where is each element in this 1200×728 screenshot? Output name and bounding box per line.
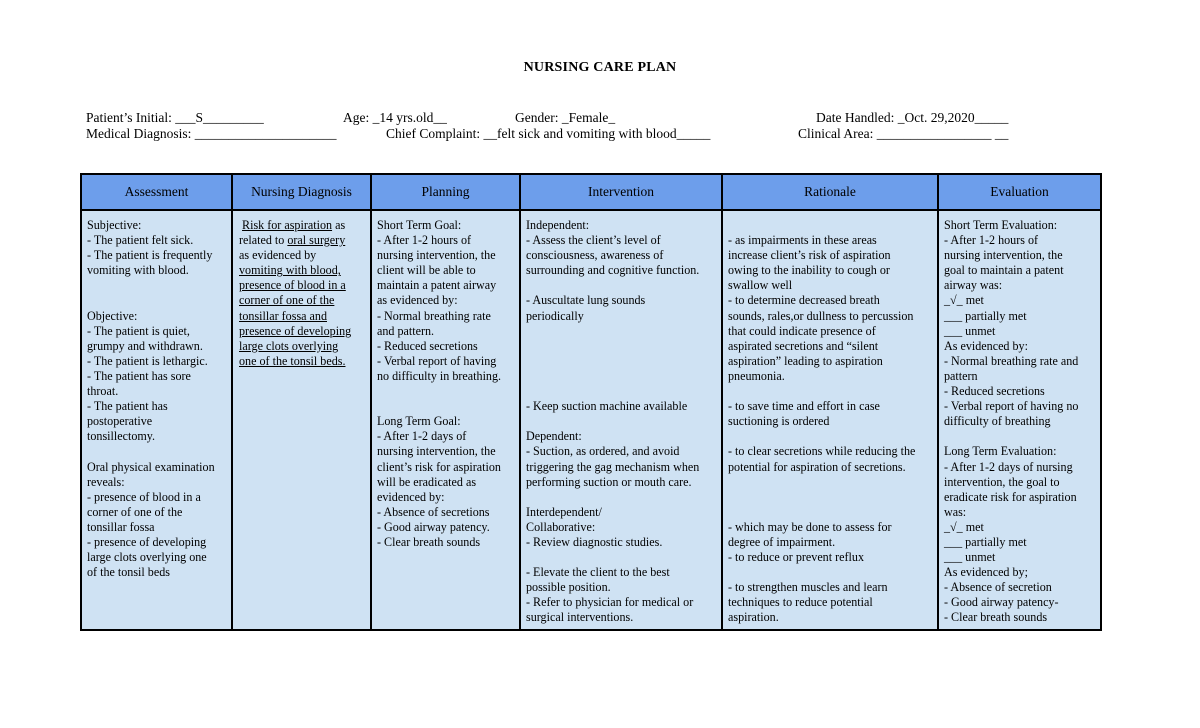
- clinical-area-field: [798, 126, 1008, 142]
- blank-line: [728, 490, 933, 505]
- cell-text-line: - After 1-2 days of: [377, 429, 467, 444]
- blank-line: [377, 399, 515, 414]
- assessment-cell: [81, 210, 232, 630]
- cell-text-line: nursing intervention, the: [944, 248, 1063, 263]
- cell-text-line: ___ partially met: [944, 308, 1027, 323]
- cell-text-line: Subjective:: [87, 218, 142, 232]
- blank-line: [377, 384, 515, 399]
- cell-text-line: airway was:: [944, 278, 1003, 293]
- patient-initial-field: [86, 110, 264, 126]
- cell-text-line: - The patient felt sick.: [87, 233, 194, 248]
- cell-text-line: - to strengthen muscles and learn: [728, 580, 888, 595]
- cell-text-line: - Verbal report of having no: [944, 399, 1079, 414]
- cell-text-line: ___ unmet: [944, 323, 996, 338]
- cell-text-line: evidenced by:: [377, 489, 445, 504]
- cell-text-line: owing to the inability to cough or: [728, 263, 890, 278]
- date-handled-label: Date Handled:: [816, 110, 898, 125]
- cell-text-line: - Good airway patency.: [377, 519, 490, 534]
- cell-text-line: suctioning is ordered: [728, 414, 830, 429]
- blank-line: [728, 429, 933, 444]
- diagnosis-line: one of the tonsil beds.: [239, 353, 346, 368]
- cell-text-line: - presence of blood in a: [87, 489, 201, 504]
- intervention-header: Intervention: [520, 174, 722, 210]
- rationale-header: Rationale: [722, 174, 938, 210]
- planning-cell: [371, 210, 520, 630]
- cell-text-line: nursing intervention, the: [377, 248, 496, 263]
- cell-text-line: Short Term Goal:: [377, 218, 462, 232]
- cell-text-line: degree of impairment.: [728, 534, 836, 549]
- blank-line: [526, 339, 717, 354]
- date-handled-value: _Oct. 29,2020_____: [897, 110, 1009, 125]
- cell-text-line: - Clear breath sounds: [377, 534, 481, 549]
- cell-text-line: Long Term Goal:: [377, 414, 461, 429]
- age-field: [343, 110, 447, 126]
- cell-text-line: - The patient is frequently: [87, 248, 213, 263]
- blank-line: [87, 293, 227, 308]
- cell-text-line: - The patient has: [87, 399, 168, 414]
- nursing-diagnosis-cell: [232, 210, 371, 630]
- cell-text-line: swallow well: [728, 278, 793, 293]
- blank-line: [526, 369, 717, 384]
- cell-text-line: pneumonia.: [728, 368, 785, 383]
- cell-text-line: reveals:: [87, 474, 125, 489]
- table-header-row: [81, 174, 1101, 210]
- cell-text-line: grumpy and withdrawn.: [87, 338, 203, 353]
- cell-text-line: - The patient is quiet,: [87, 323, 190, 338]
- cell-text-line: - The patient is lethargic.: [87, 353, 208, 368]
- cell-text-line: Collaborative:: [526, 519, 596, 534]
- cell-text-line: no difficulty in breathing.: [377, 368, 502, 383]
- cell-text-line: performing suction or mouth care.: [526, 474, 692, 489]
- blank-line: [728, 384, 933, 399]
- cell-text-line: tonsillectomy.: [87, 429, 156, 444]
- cell-text-line: of the tonsil beds: [87, 565, 170, 580]
- diagnosis-oral-surgery-text: oral surgery: [287, 233, 346, 248]
- gender-label: Gender:: [515, 110, 562, 125]
- cell-text-line: aspiration.: [728, 610, 779, 625]
- cell-text-line: vomiting with blood.: [87, 263, 189, 278]
- cell-text-line: ___ partially met: [944, 534, 1027, 549]
- cell-text-line: As evidenced by;: [944, 565, 1028, 580]
- evaluation-header: Evaluation: [938, 174, 1101, 210]
- assessment-header: Assessment: [81, 174, 232, 210]
- cell-text-line: Oral physical examination: [87, 459, 215, 474]
- cell-text-line: Dependent:: [526, 429, 582, 444]
- cell-text-line: - Elevate the client to the best: [526, 565, 670, 580]
- cell-text-line: - Normal breathing rate: [377, 308, 491, 323]
- blank-line: [526, 414, 717, 429]
- cell-text-line: surrounding and cognitive function.: [526, 263, 700, 278]
- cell-text-line: - as impairments in these areas: [728, 233, 877, 248]
- cell-text-line: - to save time and effort in case: [728, 399, 880, 414]
- cell-text-line: - presence of developing: [87, 534, 207, 549]
- blank-line: [728, 565, 933, 580]
- cell-text-line: - Good airway patency-: [944, 595, 1059, 610]
- blank-line: [526, 490, 717, 505]
- chief-complaint-value: __felt sick and vomiting with blood_____: [483, 126, 711, 141]
- cell-text-line: potential for aspiration of secretions.: [728, 459, 906, 474]
- cell-text-line: _√_ met: [944, 293, 984, 308]
- cell-text-line: goal to maintain a patent: [944, 263, 1064, 278]
- nursing-diagnosis-header: Nursing Diagnosis: [232, 174, 371, 210]
- age-label: Age:: [343, 110, 373, 125]
- cell-text-line: - Keep suction machine available: [526, 399, 688, 414]
- diagnosis-line: as evidenced by: [239, 248, 317, 263]
- blank-line: [526, 324, 717, 339]
- medical-diagnosis-value: _____________________: [194, 126, 337, 141]
- cell-text-line: large clots overlying one: [87, 550, 207, 565]
- blank-line: [526, 354, 717, 369]
- cell-text-line: - Assess the client’s level of: [526, 233, 661, 248]
- diagnosis-line: presence of blood in a: [239, 278, 346, 293]
- cell-text-line: tonsillar fossa: [87, 519, 155, 534]
- cell-text-line: client’s risk for aspiration: [377, 459, 501, 474]
- cell-text-line: will be eradicated as: [377, 474, 477, 489]
- cell-text-line: _√_ met: [944, 519, 984, 534]
- cell-text-line: - After 1-2 days of nursing: [944, 459, 1073, 474]
- gender-value: _Female_: [561, 110, 616, 125]
- cell-text-line: possible position.: [526, 580, 611, 595]
- cell-text-line: maintain a patent airway: [377, 278, 497, 293]
- cell-text-line: - Reduced secretions: [944, 384, 1045, 399]
- cell-text-line: - Absence of secretion: [944, 580, 1052, 595]
- chief-complaint-label: Chief Complaint:: [386, 126, 484, 141]
- cell-text-line: - Verbal report of having: [377, 353, 497, 368]
- cell-text-line: increase client’s risk of aspiration: [728, 248, 891, 263]
- clinical-area-value: _________________ __: [876, 126, 1009, 141]
- rationale-cell: [722, 210, 938, 630]
- clinical-area-label: Clinical Area:: [798, 126, 877, 141]
- blank-line: [944, 429, 1096, 444]
- cell-text-line: nursing intervention, the: [377, 444, 496, 459]
- cell-text-line: - to determine decreased breath: [728, 293, 880, 308]
- blank-line: [526, 278, 717, 293]
- blank-line: [87, 278, 227, 293]
- cell-text-line: postoperative: [87, 414, 153, 429]
- cell-text-line: - Reduced secretions: [377, 338, 478, 353]
- patient-initial-label: Patient’s Initial:: [86, 110, 176, 125]
- cell-text-line: - After 1-2 hours of: [944, 233, 1039, 248]
- cell-text-line: - to reduce or prevent reflux: [728, 550, 864, 565]
- chief-complaint-field: [386, 126, 710, 142]
- page-title: NURSING CARE PLAN: [523, 60, 677, 75]
- cell-text-line: corner of one of the: [87, 504, 183, 519]
- age-value: _14 yrs.old__: [372, 110, 447, 125]
- cell-text-line: difficulty of breathing: [944, 414, 1051, 429]
- cell-text-line: that could indicate presence of: [728, 323, 876, 338]
- cell-text-line: aspirated secretions and “silent: [728, 338, 879, 353]
- diagnosis-line: presence of developing: [239, 323, 352, 338]
- gender-field: [515, 110, 615, 126]
- cell-text-line: Short Term Evaluation:: [944, 218, 1058, 232]
- cell-text-line: as evidenced by:: [377, 293, 458, 308]
- cell-text-line: aspiration” leading to aspiration: [728, 353, 883, 368]
- blank-line: [728, 475, 933, 490]
- cell-text-line: Independent:: [526, 218, 590, 232]
- cell-text-line: sounds, rales,or dullness to percussion: [728, 308, 914, 323]
- diagnosis-line: related to oral surgery: [239, 233, 346, 248]
- cell-text-line: - Normal breathing rate and: [944, 353, 1079, 368]
- cell-text-line: surgical interventions.: [526, 610, 634, 625]
- cell-text-line: - The patient has sore: [87, 368, 191, 383]
- cell-text-line: - Review diagnostic studies.: [526, 534, 663, 549]
- medical-diagnosis-label: Medical Diagnosis:: [86, 126, 195, 141]
- diagnosis-line: vomiting with blood,: [239, 263, 341, 278]
- cell-text-line: consciousness, awareness of: [526, 248, 664, 263]
- cell-text-line: was:: [944, 504, 967, 519]
- cell-text-line: pattern: [944, 368, 978, 383]
- cell-text-line: client will be able to: [377, 263, 476, 278]
- cell-text-line: - After 1-2 hours of: [377, 233, 472, 248]
- planning-header: Planning: [371, 174, 520, 210]
- cell-text-line: techniques to reduce potential: [728, 595, 873, 610]
- blank-line: [526, 550, 717, 565]
- intervention-cell: [520, 210, 722, 630]
- diagnosis-line: tonsillar fossa and: [239, 308, 327, 323]
- diagnosis-risk-text: Risk for aspiration: [242, 218, 333, 232]
- blank-line: [728, 505, 933, 520]
- diagnosis-line: corner of one of the: [239, 293, 335, 308]
- cell-text-line: As evidenced by:: [944, 338, 1028, 353]
- table-row: [81, 210, 1101, 630]
- patient-initial-value: ___S_________: [175, 110, 264, 125]
- cell-text-line: - Refer to physician for medical or: [526, 595, 694, 610]
- medical-diagnosis-field: [86, 126, 336, 142]
- cell-text-line: and pattern.: [377, 323, 435, 338]
- care-plan-table: [80, 173, 1102, 631]
- cell-text-line: intervention, the goal to: [944, 474, 1060, 489]
- cell-text-line: - Clear breath sounds: [944, 610, 1048, 625]
- cell-text-line: eradicate risk for aspiration: [944, 489, 1077, 504]
- date-handled-field: [816, 110, 1008, 126]
- cell-text-line: Interdependent/: [526, 504, 602, 519]
- blank-line: [526, 384, 717, 399]
- blank-line: [728, 218, 933, 233]
- cell-text-line: ___ unmet: [944, 550, 996, 565]
- cell-text-line: Objective:: [87, 308, 138, 323]
- blank-line: [87, 444, 227, 459]
- cell-text-line: - Auscultate lung sounds: [526, 293, 646, 308]
- cell-text-line: - which may be done to assess for: [728, 519, 892, 534]
- cell-text-line: - to clear secretions while reducing the: [728, 444, 916, 459]
- cell-text-line: - Absence of secretions: [377, 504, 490, 519]
- cell-text-line: - Suction, as ordered, and avoid: [526, 444, 680, 459]
- diagnosis-line: large clots overlying: [239, 338, 339, 353]
- cell-text-line: Long Term Evaluation:: [944, 444, 1057, 459]
- evaluation-cell: [938, 210, 1101, 630]
- cell-text-line: throat.: [87, 384, 119, 399]
- diagnosis-line: Risk for aspiration as: [242, 218, 346, 232]
- cell-text-line: periodically: [526, 308, 584, 323]
- cell-text-line: triggering the gag mechanism when: [526, 459, 700, 474]
